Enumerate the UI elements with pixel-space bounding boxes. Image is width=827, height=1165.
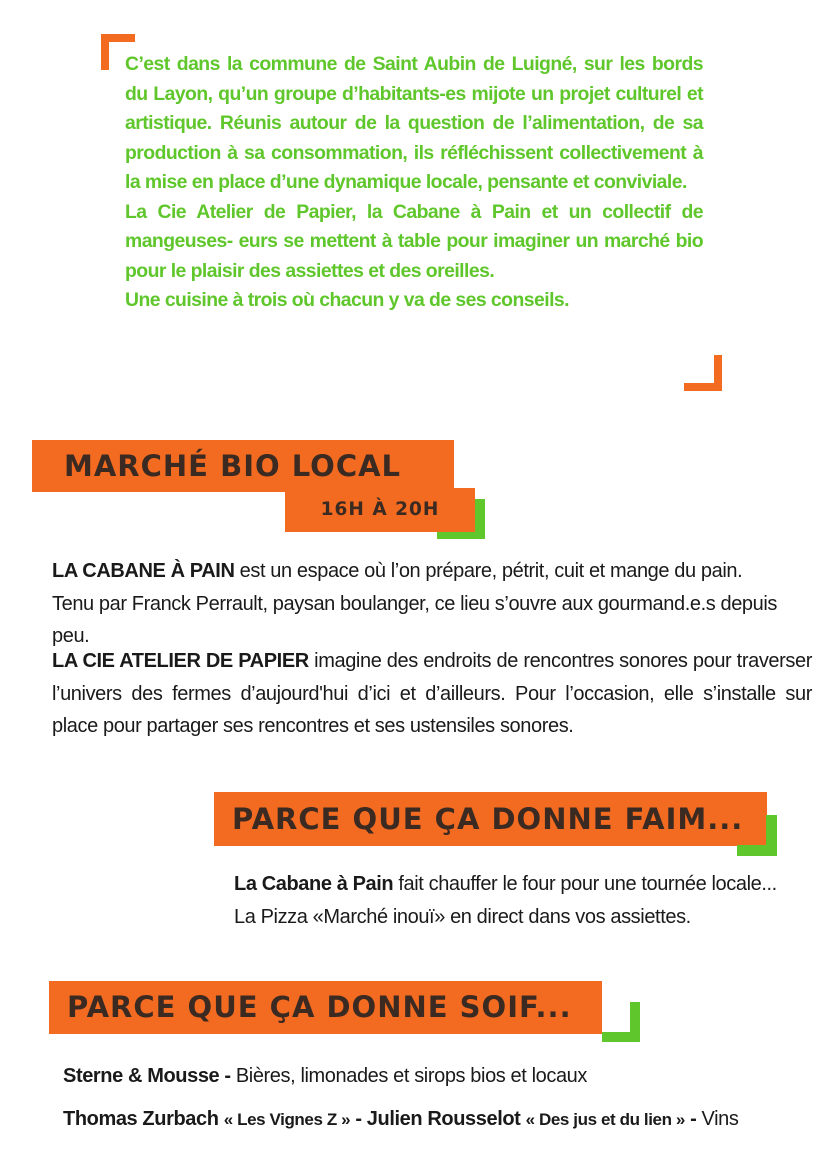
pizza-paragraph [234, 868, 814, 933]
marche-bio-title: MARCHÉ BIO LOCAL [64, 449, 402, 483]
intro-paragraph-3: Une cuisine à trois où chacun y va de ses conseils. [125, 289, 569, 311]
corner-bracket-top-left [101, 34, 109, 70]
banner-shadow [737, 845, 777, 856]
cabane-text-2: Tenu par Franck Perrault, paysan boulanger, ce lieu s’ouvre aux gourmand.e.s depuis peu. [52, 592, 778, 647]
zurbach-name: Thomas Zurbach [63, 1108, 224, 1130]
intro-paragraph-2: La Cie Atelier de Papier, la Cabane à Pain et un collectif de mangeuses- eurs se mettent à table pour imaginer un marché bio pour le plaisir des assiettes et des oreilles. [125, 200, 703, 282]
time-text: 16H À 20H [320, 499, 440, 520]
cabane-paragraph [52, 555, 812, 653]
intro-text [125, 50, 703, 316]
faim-banner [214, 792, 767, 846]
time-badge [285, 488, 475, 532]
vins-line [63, 1103, 823, 1137]
vins-text: Vins [701, 1108, 739, 1130]
banner-shadow [602, 1032, 640, 1042]
cabane-name: LA CABANE À PAIN [52, 560, 235, 582]
soif-banner [49, 981, 602, 1034]
marche-bio-banner [32, 440, 454, 492]
sterne-text: Bières, limonades et sirops bios et locaux [235, 1065, 588, 1087]
separator: - [350, 1108, 367, 1130]
sterne-line [63, 1060, 813, 1093]
cabane-text: est un espace où l’on prépare, pétrit, cuit et mange du pain. [234, 560, 743, 582]
separator: - [684, 1108, 702, 1130]
cie-paragraph [52, 645, 812, 743]
jus-quote: « Des jus et du lien » [525, 1110, 685, 1129]
faim-text: fait chauffer le four pour une tournée locale... [393, 873, 777, 895]
rousselot-name: Julien Rousselot [366, 1108, 526, 1130]
faim-name: La Cabane à Pain [234, 873, 394, 895]
cie-name: LA CIE ATELIER DE PAPIER [52, 650, 309, 672]
vignes-quote: « Les Vignes Z » [223, 1110, 351, 1129]
soif-title: PARCE QUE ÇA DONNE SOIF... [67, 990, 572, 1024]
faim-title: PARCE QUE ÇA DONNE FAIM... [232, 802, 744, 836]
sterne-name: Sterne & Mousse - [63, 1065, 236, 1087]
faim-text-2: La Pizza «Marché inouï» en direct dans vos assiettes. [234, 905, 691, 928]
corner-bracket-bottom-right [684, 355, 722, 391]
cie-text: imagine des endroits de rencontres sonores pour traverser l’univers des fermes d’aujourd'hui d’ici et d’ailleurs. Pour l’occasion, elle s’installe sur place pour partager ses rencontres et ses ustensiles sonores. [52, 650, 812, 737]
intro-paragraph-1: C’est dans la commune de Saint Aubin de Luigné, sur les bords du Layon, qu’un groupe d’habitants-es mijote un projet culturel et artistique. Réunis autour de la question de l’alimentation, de sa production à sa consommation, ils réfléchissent collectivement à la mise en place d’une dynamique locale, pensante et conviviale. [125, 53, 703, 193]
